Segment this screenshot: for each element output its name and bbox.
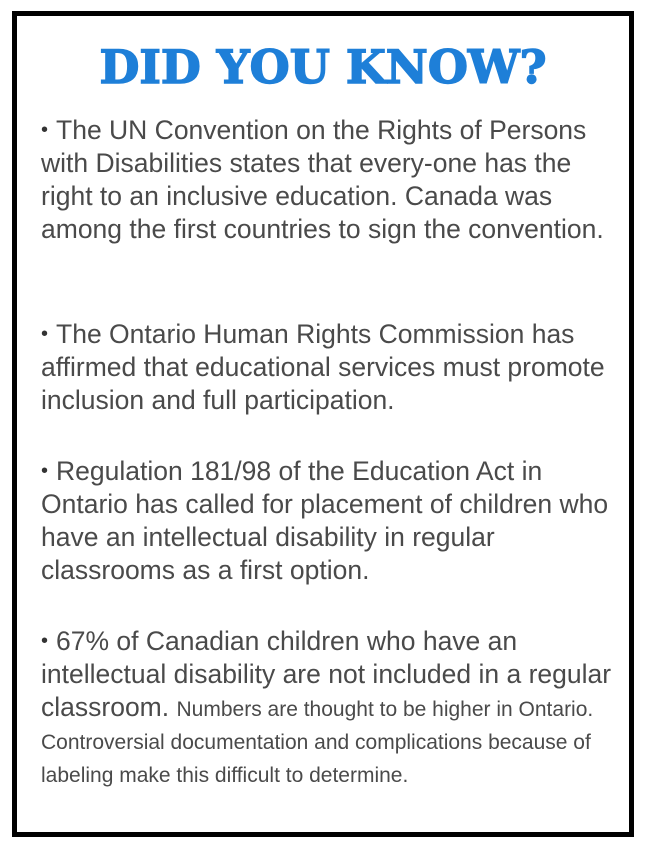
- fact-item-2: [41, 318, 623, 417]
- fact-text-3: Regulation 181/98 of the Education Act in Ontario has called for placement of children who have an intellectual disability in regular classrooms as a first option.: [41, 456, 609, 585]
- fact-item-4: [41, 625, 623, 790]
- fact-text-4: 67% of Canadian children who have an intellectual disability are not included in a regular classroom.: [41, 626, 612, 722]
- fact-item-1: [41, 114, 623, 246]
- bullet-icon: •: [41, 460, 49, 482]
- bullet-icon: •: [41, 119, 49, 141]
- page-title: DID YOU KNOW?: [99, 40, 547, 94]
- fact-note-4: Numbers are thought to be higher in Ontario. Controversial documentation and complications because of labeling make this difficult to determine.: [41, 698, 594, 787]
- bullet-icon: •: [41, 323, 49, 345]
- poster-frame: [12, 11, 634, 837]
- fact-text-1: The UN Convention on the Rights of Persons with Disabilities states that every-one has the right to an inclusive education. Canada was among the first countries to sign the convention.: [41, 115, 604, 244]
- fact-item-3: [41, 455, 623, 587]
- fact-text-2: The Ontario Human Rights Commission has affirmed that educational services must promote inclusion and full participation.: [41, 319, 605, 415]
- bullet-icon: •: [41, 630, 49, 652]
